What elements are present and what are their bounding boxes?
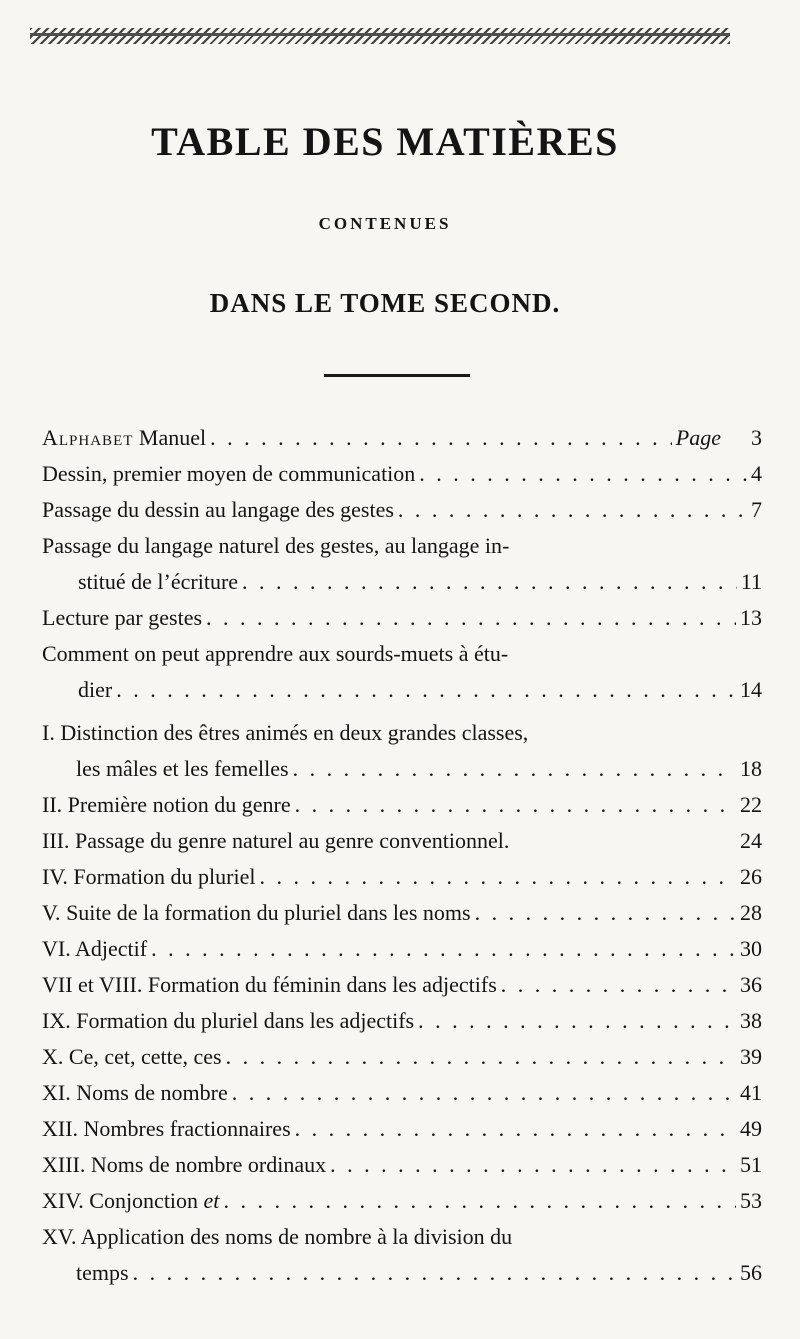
chapter-number: XIII. bbox=[42, 1152, 86, 1177]
toc-entry-text: Adjectif bbox=[75, 936, 148, 961]
toc-page-number: 28 bbox=[740, 900, 762, 925]
page-title: TABLE DES MATIÈRES bbox=[151, 119, 619, 164]
dot-leader bbox=[151, 931, 736, 967]
dot-leader bbox=[330, 1147, 736, 1183]
volume-heading: DANS LE TOME SECOND. bbox=[209, 288, 561, 318]
toc-entry bbox=[42, 600, 762, 636]
toc-entry bbox=[42, 859, 762, 895]
toc-entry-text: Distinction des êtres animés en deux grandes classes, bbox=[60, 720, 529, 745]
toc-page-number: 56 bbox=[740, 1260, 762, 1285]
toc-page-number: 36 bbox=[740, 972, 762, 997]
toc-entry-text: Formation du féminin dans les adjectifs bbox=[147, 972, 497, 997]
toc-entry bbox=[42, 528, 762, 564]
table-of-contents bbox=[42, 420, 762, 1291]
toc-entry bbox=[42, 1039, 762, 1075]
chapter-number: XII. bbox=[42, 1116, 79, 1141]
toc-entry bbox=[42, 1111, 762, 1147]
dot-leader bbox=[206, 600, 736, 636]
dot-leader bbox=[133, 1255, 736, 1291]
toc-entry-text: les mâles et les femelles bbox=[76, 756, 289, 781]
chapter-number: V. bbox=[42, 900, 61, 925]
toc-entry bbox=[42, 492, 762, 528]
dot-leader bbox=[501, 967, 736, 1003]
toc-page-number: 3 bbox=[751, 425, 762, 450]
toc-entry-text: stitué de l’écriture bbox=[78, 569, 239, 594]
toc-entry-text: Passage du langage naturel des gestes, au langage in- bbox=[42, 533, 510, 558]
toc-entry bbox=[42, 823, 762, 859]
toc-entry bbox=[42, 967, 762, 1003]
chapter-number: IX. bbox=[42, 1008, 71, 1033]
dot-leader bbox=[475, 895, 736, 931]
toc-page-number: 30 bbox=[740, 936, 762, 961]
chapter-number: XI. bbox=[42, 1080, 71, 1105]
dot-leader bbox=[293, 751, 736, 787]
toc-entry bbox=[42, 1183, 762, 1219]
toc-entry-continuation bbox=[42, 564, 762, 600]
dot-leader bbox=[223, 1183, 736, 1219]
toc-page-number: 7 bbox=[751, 497, 762, 522]
dot-leader bbox=[295, 787, 736, 823]
toc-entry-text: Suite de la formation du pluriel dans les noms bbox=[66, 900, 471, 925]
toc-entry-text: temps bbox=[76, 1260, 129, 1285]
page-subtitle: CONTENUES bbox=[318, 214, 452, 233]
chapter-number: III. bbox=[42, 828, 70, 853]
ornamental-border bbox=[30, 28, 730, 44]
toc-entry bbox=[42, 787, 762, 823]
toc-entry bbox=[42, 636, 762, 672]
toc-entry-text: Passage du dessin au langage des gestes bbox=[42, 497, 394, 522]
toc-entry bbox=[42, 895, 762, 931]
chapter-number: XV. bbox=[42, 1224, 77, 1249]
chapter-number: IV. bbox=[42, 864, 68, 889]
toc-page-number: 39 bbox=[740, 1044, 762, 1069]
dot-leader bbox=[398, 492, 747, 528]
toc-page-number: 49 bbox=[740, 1116, 762, 1141]
dot-leader bbox=[419, 456, 747, 492]
chapter-number: X. bbox=[42, 1044, 64, 1069]
dot-leader bbox=[226, 1039, 736, 1075]
toc-entry-continuation bbox=[42, 672, 762, 708]
toc-entry-text: Noms de nombre bbox=[76, 1080, 228, 1105]
toc-page-number: 4 bbox=[751, 461, 762, 486]
toc-entry-text: Noms de nombre ordinaux bbox=[90, 1152, 327, 1177]
divider-rule bbox=[324, 374, 470, 377]
toc-page-number: 53 bbox=[740, 1188, 762, 1213]
toc-entry-text: Lecture par gestes bbox=[42, 605, 203, 630]
dot-leader bbox=[210, 420, 672, 456]
toc-entry-text: Comment on peut apprendre aux sourds-muets à étu- bbox=[42, 641, 509, 666]
toc-entry-text: dier bbox=[78, 677, 113, 702]
dot-leader bbox=[232, 1075, 736, 1111]
chapter-number: XIV. bbox=[42, 1188, 84, 1213]
toc-entry-text: Première notion du genre bbox=[67, 792, 291, 817]
toc-page-number: 24 bbox=[740, 828, 762, 853]
toc-entry bbox=[42, 1147, 762, 1183]
toc-entry bbox=[42, 1075, 762, 1111]
page-label: Page bbox=[675, 425, 721, 450]
toc-page-number: 41 bbox=[740, 1080, 762, 1105]
dot-leader bbox=[295, 1111, 736, 1147]
toc-entry bbox=[42, 1219, 762, 1255]
toc-entry-prefix: Alphabet bbox=[42, 425, 134, 450]
toc-page-number: 22 bbox=[740, 792, 762, 817]
toc-page-number: 26 bbox=[740, 864, 762, 889]
toc-entry-text: Dessin, premier moyen de communication bbox=[42, 461, 416, 486]
toc-page-number: 18 bbox=[740, 756, 762, 781]
dot-leader bbox=[116, 672, 736, 708]
toc-entry bbox=[42, 456, 762, 492]
toc-page-number: 51 bbox=[740, 1152, 762, 1177]
toc-entry-text: Nombres fractionnaires bbox=[83, 1116, 291, 1141]
toc-entry-continuation bbox=[42, 751, 762, 787]
toc-page-number: 13 bbox=[740, 605, 762, 630]
chapter-number: II. bbox=[42, 792, 63, 817]
toc-page-number: 11 bbox=[740, 569, 762, 594]
toc-entry bbox=[42, 715, 762, 751]
toc-entry-text: Passage du genre naturel au genre conventionnel. bbox=[74, 828, 510, 853]
toc-entry-text: Formation du pluriel bbox=[73, 864, 256, 889]
toc-entry bbox=[42, 420, 762, 456]
toc-entry-continuation bbox=[42, 1255, 762, 1291]
chapter-number: VII et VIII. bbox=[42, 972, 143, 997]
dot-leader bbox=[242, 564, 737, 600]
toc-entry-text: Conjonction bbox=[89, 1188, 199, 1213]
chapter-number: VI. bbox=[42, 936, 71, 961]
toc-entry bbox=[42, 1003, 762, 1039]
toc-page-number: 38 bbox=[740, 1008, 762, 1033]
toc-entry-italic: et bbox=[203, 1188, 220, 1213]
dot-leader bbox=[259, 859, 736, 895]
toc-entry-text: Formation du pluriel dans les adjectifs bbox=[76, 1008, 415, 1033]
toc-entry-text: Manuel bbox=[138, 425, 207, 450]
chapter-number: I. bbox=[42, 720, 55, 745]
dot-leader bbox=[418, 1003, 736, 1039]
toc-entry-text: Ce, cet, cette, ces bbox=[68, 1044, 222, 1069]
toc-page-number: 14 bbox=[740, 677, 762, 702]
toc-entry-text: Application des noms de nombre à la division du bbox=[80, 1224, 513, 1249]
toc-entry bbox=[42, 931, 762, 967]
